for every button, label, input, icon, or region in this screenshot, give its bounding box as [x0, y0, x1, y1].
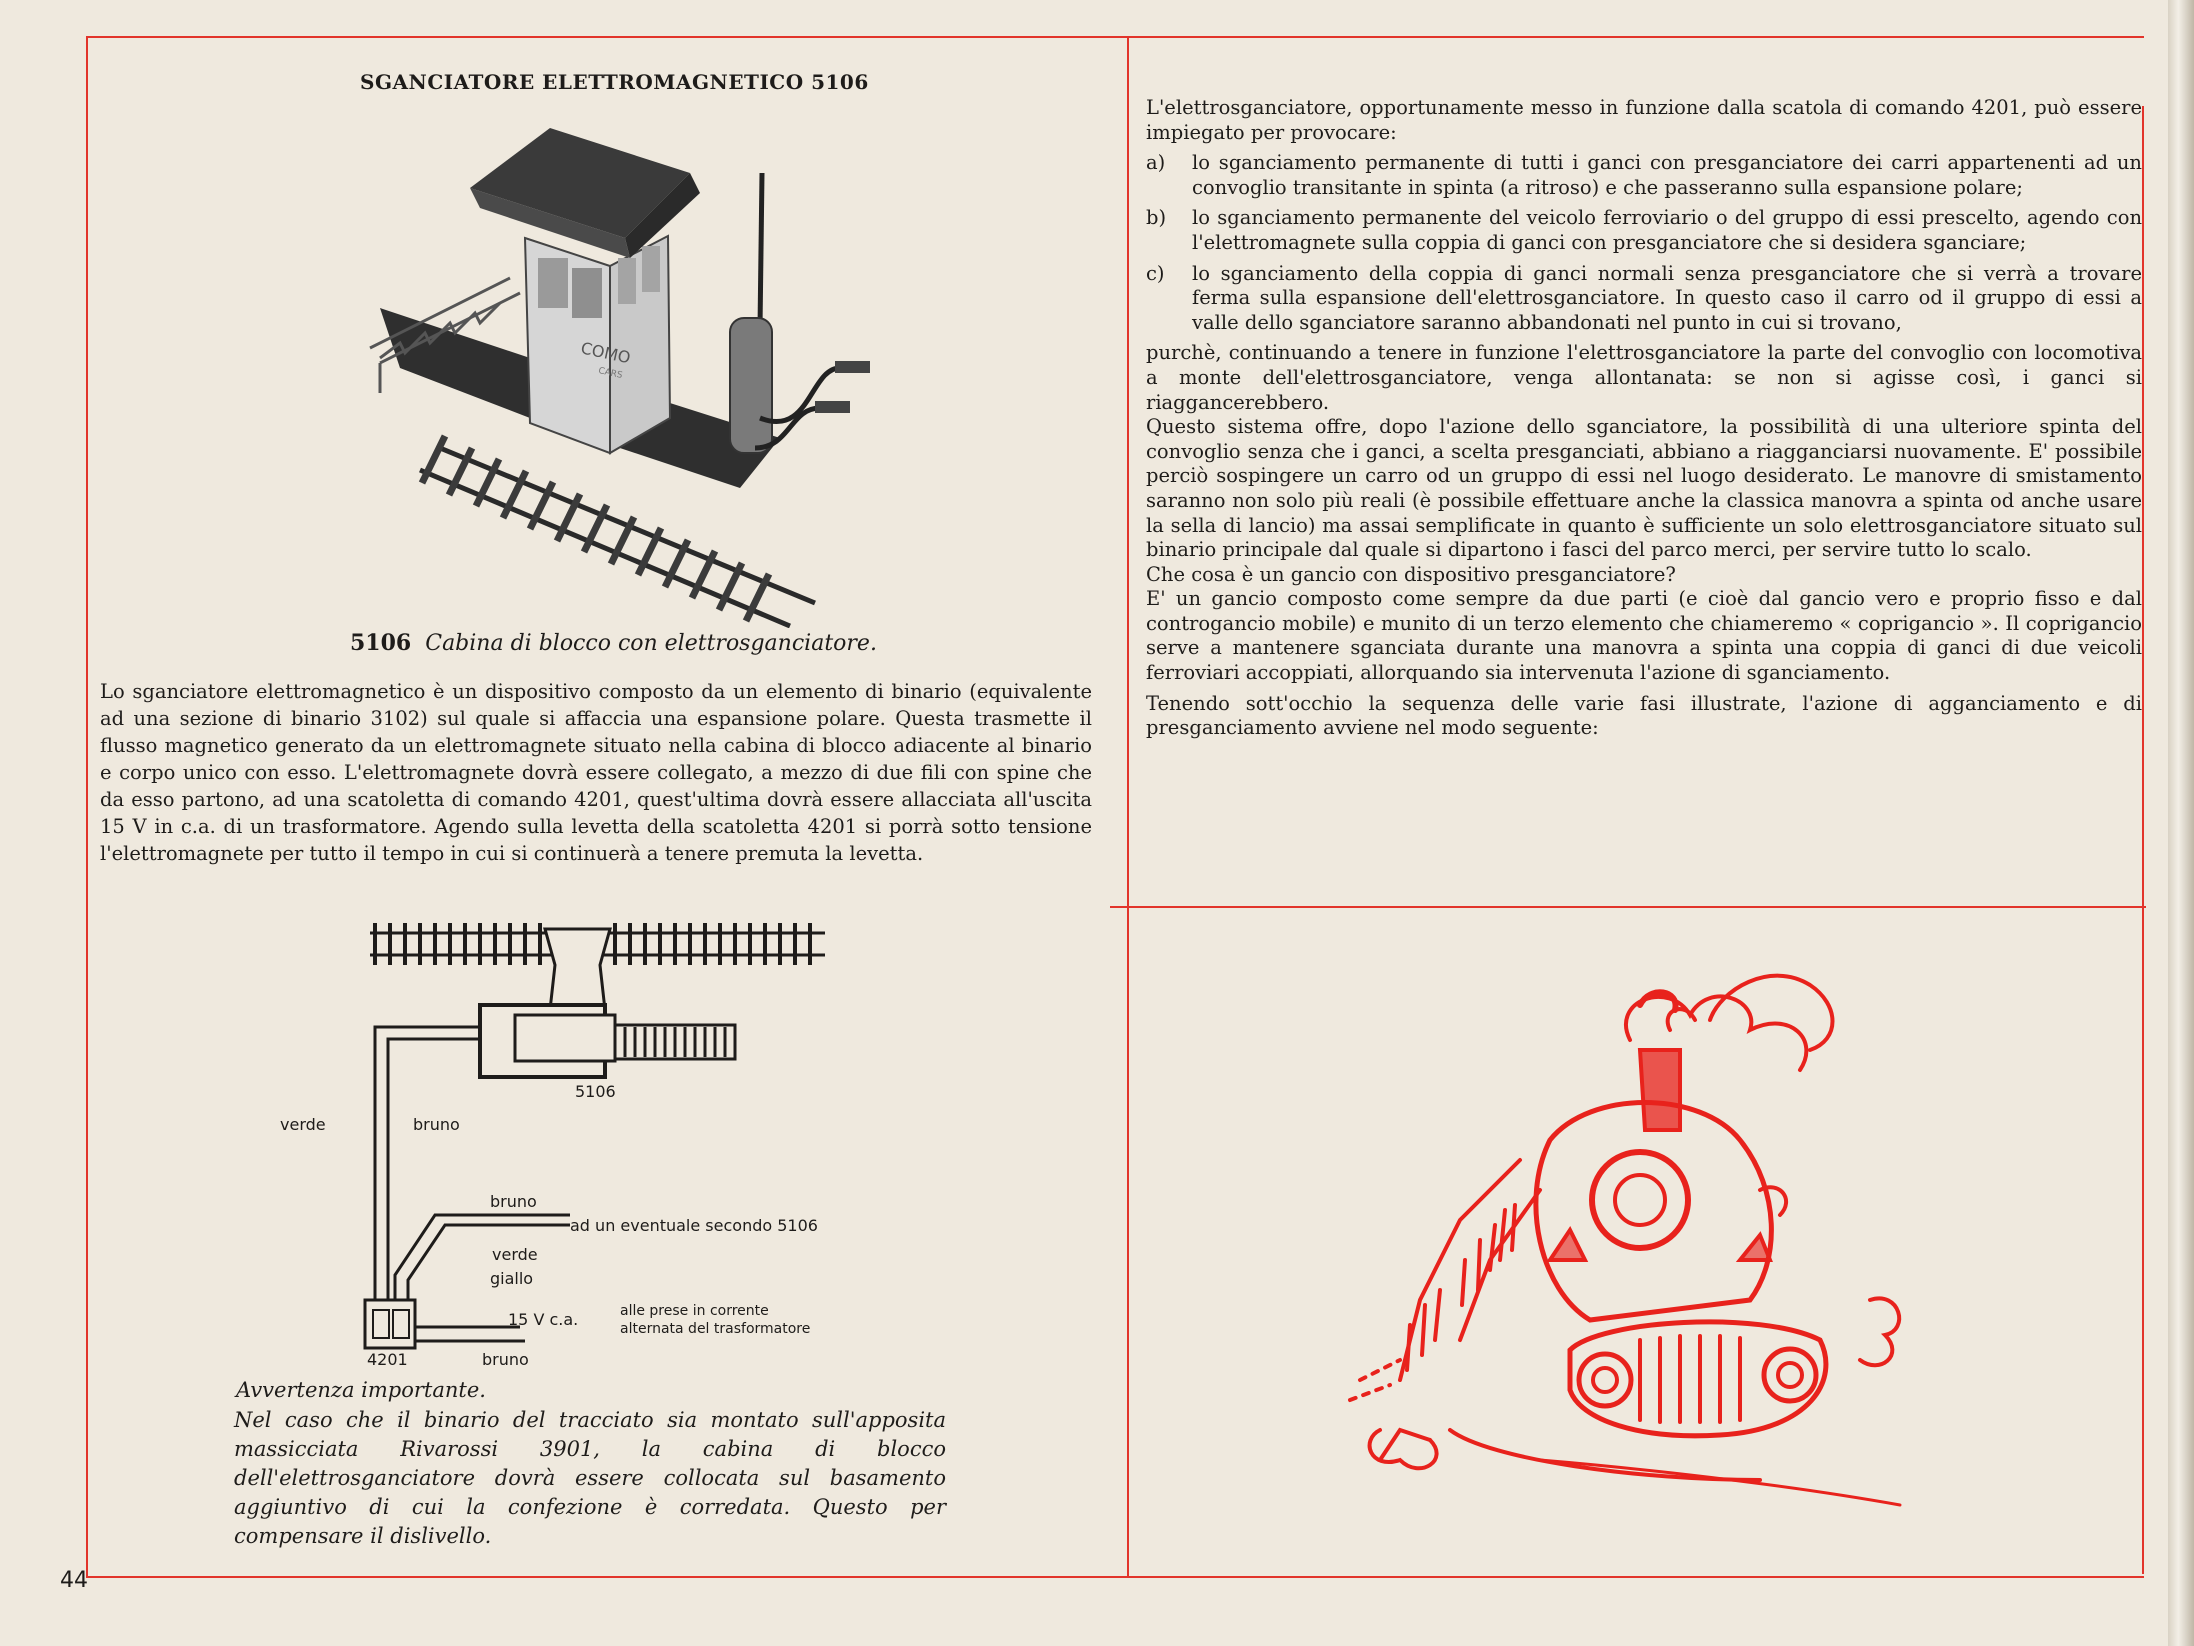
wiring-diagram: [270, 915, 910, 1370]
diagram-label-verde: verde: [280, 1115, 326, 1134]
list-item-a: [1146, 151, 2142, 200]
paragraph-3: Che cosa è un gancio con dispositivo presganciatore?: [1146, 562, 1676, 586]
caption-text: Cabina di blocco con elettrosganciatore.: [425, 631, 877, 656]
paragraph-4: E' un gancio composto come sempre da due parti (e cioè dal gancio vero e proprio fisso e dal controgancio mobile) e munito di un terzo elemento che chiameremo « coprigancio ». Il coprigancio serve a mantenere sganciata durante una manovra a spinta una coppia di ganci di due veicoli ferroviari accoppiati, allorquando sia intervenuta l'azione di sganciamento.: [1146, 587, 2142, 685]
intro-paragraph: Lo sganciatore elettromagnetico è un dispositivo composto da un elemento di binario (equivalente ad una sezione di binario 3102) sul quale si affaccia una espansione polare. Questa trasmette il flusso magnetico generato da un elettromagnete situato nella cabina di blocco adiacente al binario e corpo unico con esso. L'elettromagnete dovrà essere collegato, a mezzo di due fili con spine che da esso partono, ad una scatoletta di comando 4201, quest'ultima dovrà essere allacciata all'uscita 15 V in c.a. di un trasformatore. Agendo sulla levetta della scatoletta 4201 si porrà sotto tensione l'elettromagnete per tutto il tempo in cui si continuerà a tenere premuta la levetta.: [100, 680, 1092, 865]
list-item-c: [1146, 262, 2142, 336]
list-item-b: [1146, 206, 2142, 255]
signal-box-photo: [360, 118, 920, 628]
plug-2: [835, 361, 870, 373]
right-intro: L'elettrosganciatore, opportunamente messo in funzione dalla scatola di comando 4201, può essere impiegato per provocare:: [1146, 96, 2142, 144]
top-right-divider: [1110, 906, 2146, 908]
list-item-label: b): [1146, 206, 1167, 230]
warning-text: Nel caso che il binario del tracciato sia montato sull'apposita massicciata Rivarossi 3901, la cabina di blocco dell'elettrosganciatore dovrà essere collocata sul basamento aggiuntivo di cui la confezione è corredata. Questo per compensare il dislivello.: [234, 1408, 946, 1548]
list-item-label: a): [1146, 151, 1166, 175]
diagram-label-bruno-mid: bruno: [490, 1192, 537, 1211]
box-label: COMO: [579, 338, 633, 368]
diagram-label-prese-2: alternata del trasformatore: [620, 1321, 811, 1337]
right-inner-edge: [2142, 106, 2144, 1574]
warning-title: Avvertenza importante.: [236, 1378, 486, 1402]
box-sublabel: CARS: [597, 366, 624, 382]
diagram-label-giallo: giallo: [490, 1269, 534, 1288]
column-divider: [1127, 36, 1129, 1576]
list-item-text: lo sganciamento permanente di tutti i ganci con presganciatore dei carri appartenenti ad un convoglio transitante in spinta (a ritroso) e che passeranno sulla espansione polare;: [1192, 151, 2142, 199]
diagram-label-voltage: 15 V c.a.: [508, 1310, 579, 1329]
paragraph-2: Questo sistema offre, dopo l'azione dello sganciatore, la possibilità di una ulteriore spinta del convoglio senza che i ganci, a scelta presganciati, abbiano a riagganciarsi nuovamente. E' possibile perciò sospingere un carro od un gruppo di essi nel luogo desiderato. Le manovre di smistamento saranno non solo più reali (è possibile effettuare anche la classica manovra a spinta od anche usare la sella di lancio) ma assai semplificate in quanto è sufficiente un solo elettrosganciatore situato sul binario principale dal quale si dipartono i fasci del parco merci, per servire tutto lo scalo.: [1146, 415, 2142, 562]
page-number: 44: [60, 1568, 88, 1593]
electromagnet: [730, 318, 772, 453]
track-illustration: [420, 436, 900, 628]
diagram-label-bruno-bottom: bruno: [482, 1350, 529, 1369]
diagram-label-secondo: ad un eventuale secondo 5106: [570, 1216, 818, 1235]
page-spine: [2168, 0, 2194, 1646]
section-title: SGANCIATORE ELETTROMAGNETICO 5106: [360, 70, 869, 94]
pole-piece: [545, 929, 610, 1010]
right-column-text: [1146, 96, 2142, 741]
diagram-label-5106: 5106: [575, 1082, 616, 1101]
list-item-text: lo sganciamento della coppia di ganci normali senza presganciatore che si verrà a trovare ferma sulla espansione dell'elettrosganciatore. In questo caso il carro od il gruppo di essi a valle dello sganciatore saranno abbandonati nel punto in cui si trovano,: [1192, 261, 2142, 334]
figure-caption: [350, 630, 877, 656]
list-item-text: lo sganciamento permanente del veicolo ferroviario o del gruppo di essi prescelto, agendo con l'elettromagnete sulla coppia di ganci con presganciatore che si desidera sganciare;: [1192, 206, 2142, 254]
paragraph-1: purchè, continuando a tenere in funzione l'elettrosganciatore la parte del convoglio con locomotiva a monte dell'elettrosganciatore, venga allontanata: se non si agisse così, i ganci si riaggancerebbero.: [1146, 341, 2142, 414]
diagram-label-bruno-top: bruno: [413, 1115, 460, 1134]
plug-1: [815, 401, 850, 413]
diagram-label-prese-1: alle prese in corrente: [620, 1303, 769, 1319]
caption-code: 5106: [350, 630, 412, 656]
locomotive-sketch: [1340, 960, 1970, 1520]
paragraph-5: Tenendo sott'occhio la sequenza delle varie fasi illustrate, l'azione di agganciamento e di presganciamento avviene nel modo seguente:: [1146, 691, 2142, 740]
diagram-label-4201: 4201: [367, 1350, 408, 1369]
list-item-label: c): [1146, 261, 1165, 285]
diagram-label-verde2: verde: [492, 1245, 538, 1264]
